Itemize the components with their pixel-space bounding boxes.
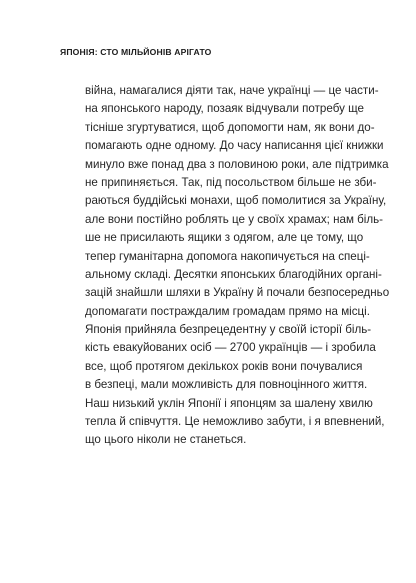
text-line: на японського народу, позаяк відчували потребу ще [85, 102, 364, 116]
text-line: помагають одне одному. До часу написання цієї книжки [85, 139, 384, 153]
text-line: допомагати постраждалим громадам прямо на місці. [85, 304, 370, 318]
text-line: альному складі. Десятки японських благодійних органі- [85, 267, 382, 281]
text-line: в безпеці, мали можливість для повноцінного життя. [85, 378, 368, 392]
text-line: війна, намагалися діяти так, наче українці — це части- [85, 84, 379, 97]
text-line: Японія прийняла безпрецедентну у своїй історії біль- [85, 323, 372, 337]
text-line: раються буддійські монахи, щоб помолитися за Україну, [85, 194, 387, 208]
text-line: зацій знайшли шляхи в Україну й почали безпосередньо [85, 286, 390, 300]
text-line: тепла й співчуття. Це неможливо забути, і я впевнений, [85, 415, 385, 429]
body-text [85, 82, 390, 450]
text-line: не припиняється. Так, під посольством більше не зби- [85, 175, 377, 189]
text-line: тепер гуманітарна допомога накопичується на спеці- [85, 249, 370, 263]
text-line: але вони постійно роблять це у своїх храмах; нам біль- [85, 212, 384, 226]
text-line: кість евакуйованих осіб — 2700 українців — і зробила [85, 341, 376, 355]
text-line: Наш низький уклін Японії і японцям за шалену хвилю [85, 396, 373, 410]
text-line: ше не присилають ящики з одягом, але це тому, що [85, 231, 364, 245]
text-line: минуло вже понад два з половиною роки, але підтримка [85, 157, 389, 171]
text-line: все, щоб протягом декількох років вони почувалися [85, 359, 363, 373]
text-line: тісніше згуртуватися, щоб допомогти нам, як вони до- [85, 120, 375, 134]
text-line: що цього ніколи не станеться. [85, 433, 247, 447]
running-header: ЯПОНІЯ: СТО МІЛЬЙОНІВ АРІГАТО [60, 47, 212, 57]
